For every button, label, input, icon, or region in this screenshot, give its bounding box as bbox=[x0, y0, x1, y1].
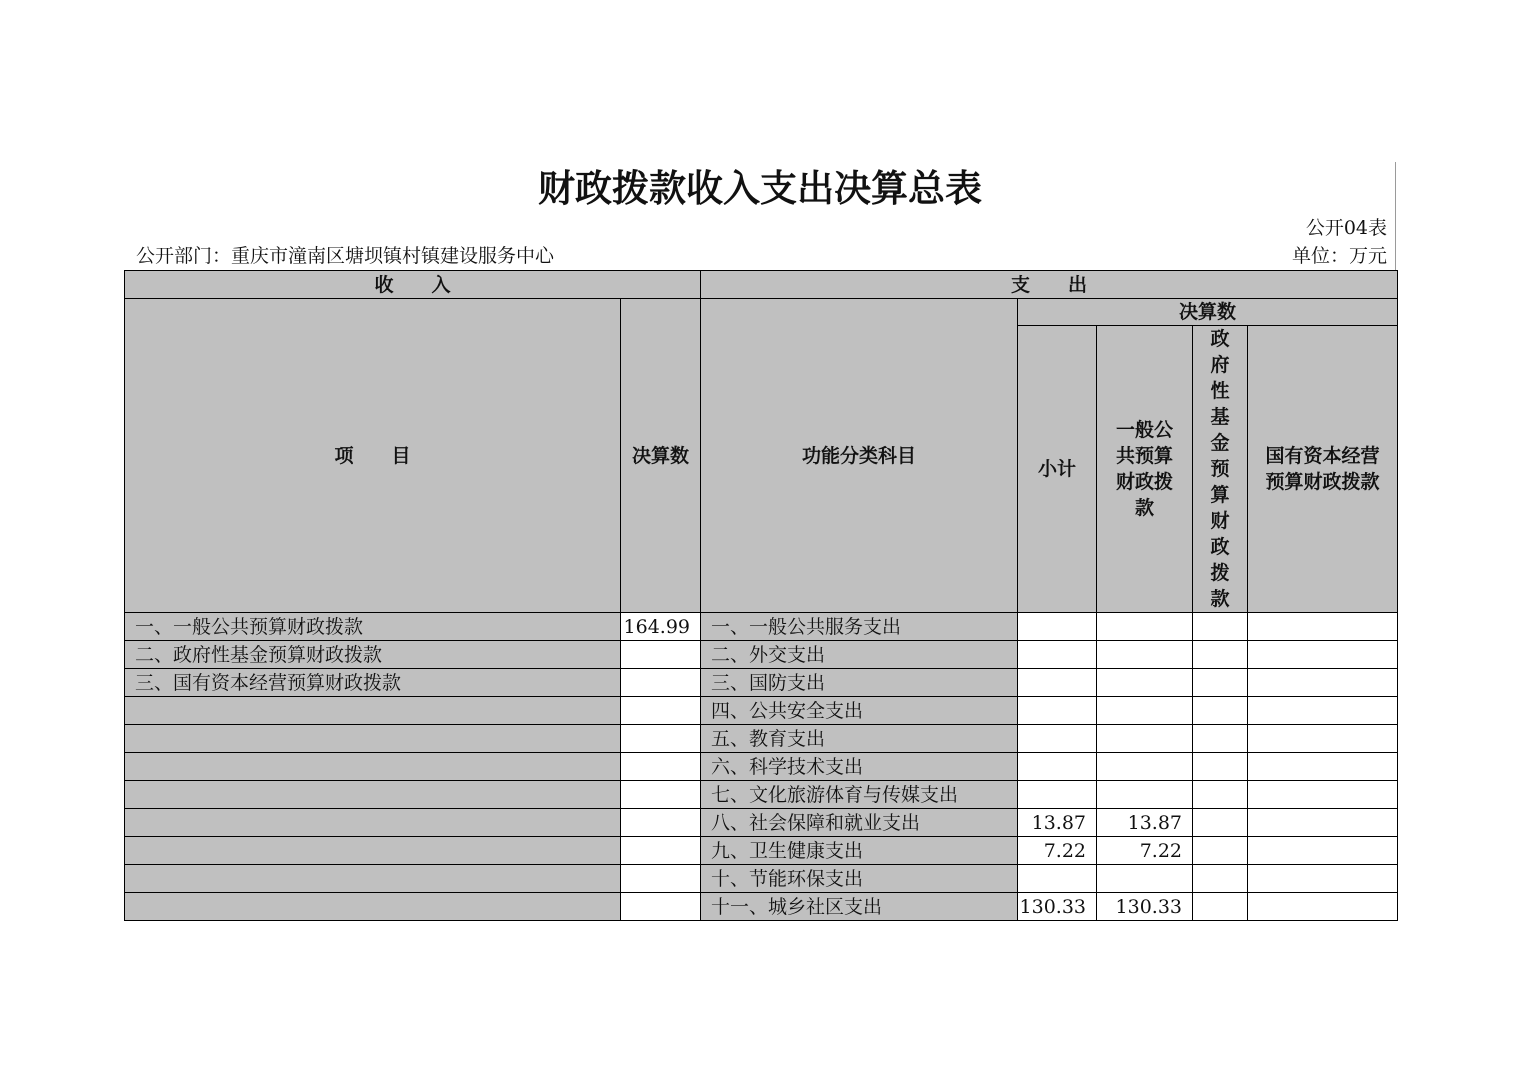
general-budget-cell bbox=[1097, 669, 1193, 697]
expense-item-cell: 七、文化旅游体育与传媒支出 bbox=[701, 781, 1018, 809]
income-item-cell bbox=[125, 893, 621, 921]
income-item-cell: 三、国有资本经营预算财政拨款 bbox=[125, 669, 621, 697]
expense-item-cell: 四、公共安全支出 bbox=[701, 697, 1018, 725]
income-item-cell bbox=[125, 753, 621, 781]
subtotal-cell: 13.87 bbox=[1018, 809, 1097, 837]
gov-fund-char: 性 bbox=[1210, 380, 1230, 402]
subtotal-cell: 7.22 bbox=[1018, 837, 1097, 865]
state-capital-cell bbox=[1248, 613, 1398, 641]
table-row bbox=[125, 865, 1398, 893]
state-capital-header: 国有资本经营预算财政拨款 bbox=[1248, 326, 1398, 613]
gov-fund-cell bbox=[1193, 613, 1248, 641]
department-label: 公开部门：重庆市潼南区塘坝镇村镇建设服务中心 bbox=[136, 245, 555, 267]
table-row bbox=[125, 781, 1398, 809]
subtotal-cell bbox=[1018, 613, 1097, 641]
table-row bbox=[125, 641, 1398, 669]
gov-fund-char: 政 bbox=[1210, 328, 1230, 350]
general-budget-cell bbox=[1097, 641, 1193, 669]
income-header: 收 入 bbox=[125, 271, 701, 299]
state-capital-cell bbox=[1248, 725, 1398, 753]
table-row bbox=[125, 669, 1398, 697]
general-budget-cell bbox=[1097, 697, 1193, 725]
subtotal-header: 小计 bbox=[1018, 326, 1097, 613]
general-budget-cell: 7.22 bbox=[1097, 837, 1193, 865]
general-budget-header: 一般公共预算财政拨款 bbox=[1097, 326, 1193, 613]
gov-fund-char: 预 bbox=[1210, 458, 1230, 480]
subtotal-cell bbox=[1018, 753, 1097, 781]
gov-fund-cell bbox=[1193, 753, 1248, 781]
general-budget-cell bbox=[1097, 753, 1193, 781]
subtotal-cell bbox=[1018, 781, 1097, 809]
gov-fund-cell bbox=[1193, 865, 1248, 893]
gov-fund-char: 财 bbox=[1210, 510, 1230, 532]
expense-item-cell: 三、国防支出 bbox=[701, 669, 1018, 697]
expense-item-cell: 八、社会保障和就业支出 bbox=[701, 809, 1018, 837]
subtotal-cell bbox=[1018, 725, 1097, 753]
expense-item-cell: 九、卫生健康支出 bbox=[701, 837, 1018, 865]
income-item-cell bbox=[125, 809, 621, 837]
income-item-cell bbox=[125, 725, 621, 753]
income-amount-cell bbox=[621, 697, 701, 725]
general-budget-cell bbox=[1097, 613, 1193, 641]
table-row bbox=[125, 837, 1398, 865]
amount-header: 决算数 bbox=[621, 299, 701, 613]
gov-fund-char: 拨 bbox=[1210, 562, 1230, 584]
form-number: 公开04表 bbox=[1305, 217, 1387, 239]
gov-fund-header bbox=[1193, 326, 1248, 613]
income-amount-cell bbox=[621, 837, 701, 865]
unit-label: 单位：万元 bbox=[1291, 245, 1387, 267]
page-title: 财政拨款收入支出决算总表 bbox=[538, 167, 982, 210]
item-header: 项 目 bbox=[125, 299, 621, 613]
income-amount-cell bbox=[621, 641, 701, 669]
gov-fund-cell bbox=[1193, 809, 1248, 837]
gov-fund-char: 金 bbox=[1210, 432, 1230, 454]
gov-fund-char: 政 bbox=[1210, 536, 1230, 558]
general-budget-cell bbox=[1097, 725, 1193, 753]
subtotal-cell bbox=[1018, 697, 1097, 725]
gov-fund-cell bbox=[1193, 781, 1248, 809]
income-item-cell bbox=[125, 697, 621, 725]
state-capital-cell bbox=[1248, 837, 1398, 865]
gov-fund-cell bbox=[1193, 893, 1248, 921]
income-amount-cell bbox=[621, 781, 701, 809]
subtotal-cell: 130.33 bbox=[1018, 893, 1097, 921]
gov-fund-char: 算 bbox=[1210, 484, 1230, 506]
table-row bbox=[125, 725, 1398, 753]
header-row-1 bbox=[125, 271, 1398, 299]
income-item-cell bbox=[125, 865, 621, 893]
final-amount-header: 决算数 bbox=[1018, 299, 1398, 326]
income-amount-cell bbox=[621, 669, 701, 697]
gov-fund-cell bbox=[1193, 837, 1248, 865]
table-row bbox=[125, 809, 1398, 837]
state-capital-cell bbox=[1248, 809, 1398, 837]
income-amount-cell bbox=[621, 753, 701, 781]
general-budget-cell bbox=[1097, 781, 1193, 809]
state-capital-cell bbox=[1248, 697, 1398, 725]
expense-item-cell: 二、外交支出 bbox=[701, 641, 1018, 669]
gov-fund-cell bbox=[1193, 697, 1248, 725]
income-amount-cell bbox=[621, 809, 701, 837]
gov-fund-cell bbox=[1193, 641, 1248, 669]
table-row bbox=[125, 753, 1398, 781]
function-subject-header: 功能分类科目 bbox=[701, 299, 1018, 613]
state-capital-cell bbox=[1248, 669, 1398, 697]
state-capital-cell bbox=[1248, 781, 1398, 809]
expense-item-cell: 十一、城乡社区支出 bbox=[701, 893, 1018, 921]
state-capital-cell bbox=[1248, 753, 1398, 781]
subtotal-cell bbox=[1018, 669, 1097, 697]
report-table bbox=[124, 270, 1398, 921]
gov-fund-char: 基 bbox=[1210, 406, 1230, 428]
income-item-cell bbox=[125, 781, 621, 809]
gov-fund-char: 府 bbox=[1210, 354, 1230, 376]
state-capital-cell bbox=[1248, 641, 1398, 669]
table-row bbox=[125, 697, 1398, 725]
income-amount-cell: 164.99 bbox=[621, 613, 701, 641]
expense-item-cell: 五、教育支出 bbox=[701, 725, 1018, 753]
general-budget-cell: 130.33 bbox=[1097, 893, 1193, 921]
income-amount-cell bbox=[621, 893, 701, 921]
subtotal-cell bbox=[1018, 641, 1097, 669]
table-row bbox=[125, 613, 1398, 641]
income-item-cell: 一、一般公共预算财政拨款 bbox=[125, 613, 621, 641]
header-row-2 bbox=[125, 299, 1398, 326]
income-amount-cell bbox=[621, 865, 701, 893]
gov-fund-cell bbox=[1193, 669, 1248, 697]
state-capital-cell bbox=[1248, 893, 1398, 921]
income-amount-cell bbox=[621, 725, 701, 753]
expense-item-cell: 六、科学技术支出 bbox=[701, 753, 1018, 781]
general-budget-cell bbox=[1097, 865, 1193, 893]
subtotal-cell bbox=[1018, 865, 1097, 893]
expense-item-cell: 十、节能环保支出 bbox=[701, 865, 1018, 893]
general-budget-cell: 13.87 bbox=[1097, 809, 1193, 837]
expense-header: 支 出 bbox=[701, 271, 1398, 299]
expense-item-cell: 一、一般公共服务支出 bbox=[701, 613, 1018, 641]
income-item-cell bbox=[125, 837, 621, 865]
gov-fund-char: 款 bbox=[1210, 588, 1230, 610]
income-item-cell: 二、政府性基金预算财政拨款 bbox=[125, 641, 621, 669]
state-capital-cell bbox=[1248, 865, 1398, 893]
table-row bbox=[125, 893, 1398, 921]
gov-fund-cell bbox=[1193, 725, 1248, 753]
